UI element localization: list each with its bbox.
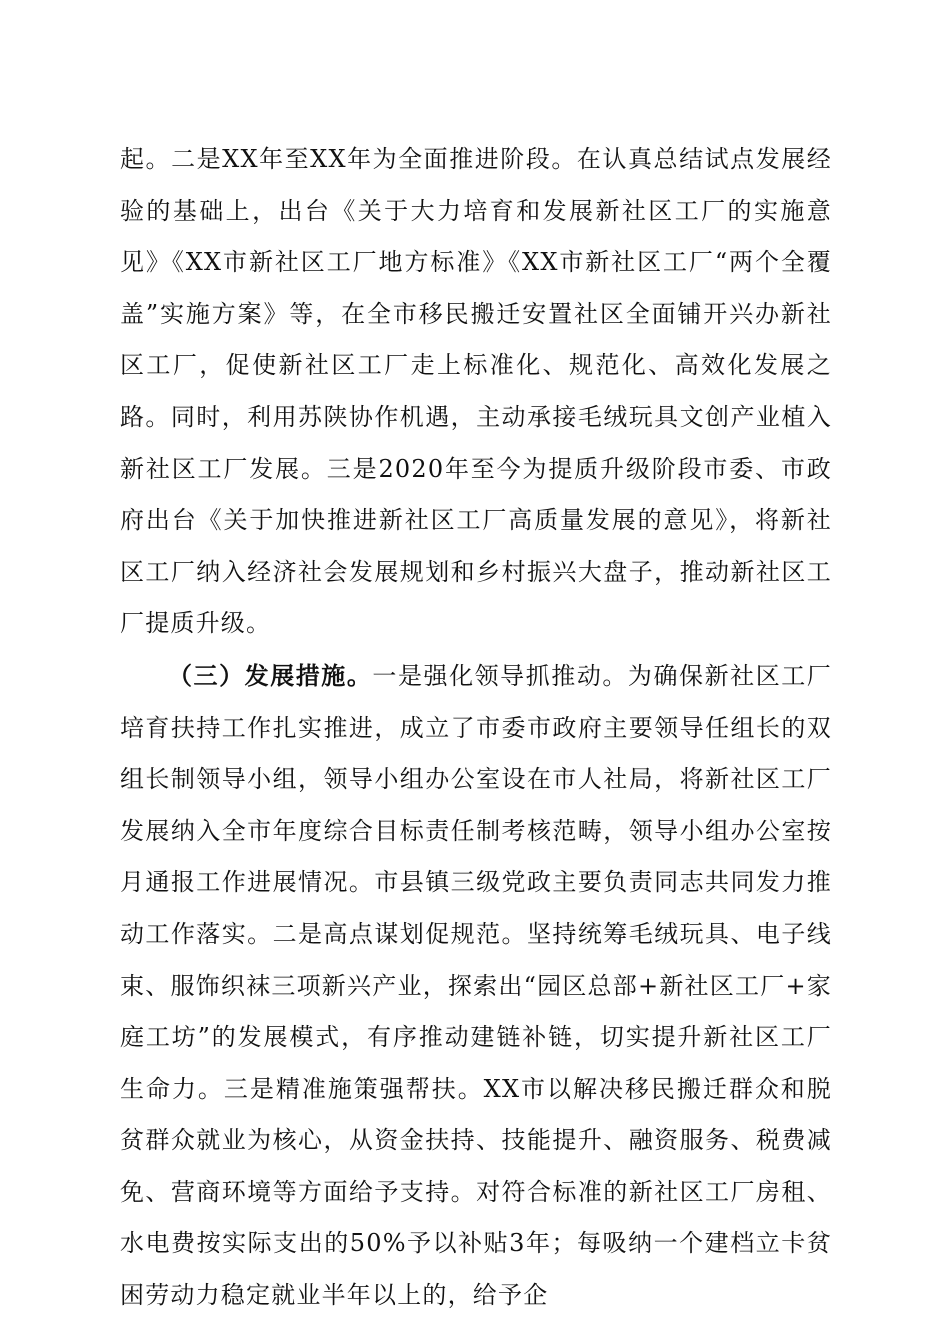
paragraph-development-measures-body: 一是强化领导抓推动。为确保新社区工厂培育扶持工作扎实推进，成立了市委市政府主要领导任组长的双组长制领导小组，领导小组办公室设在市人社局，将新社区工厂发展纳入全市年度综合目标责任制考核范畴，领导小组办公室按月通报工作进展情况。市县镇三级党政主要负责同志共同发力推动工作落实。二是高点谋划促规范。坚持统筹毛绒玩具、电子线束、服饰织袜三项新兴产业，探索出“园区总部+新社区工厂+家庭工坊”的发展模式，有序推动建链补链，切实提升新社区工厂生命力。三是精准施策强帮扶。XX市以解决移民搬迁群众和脱贫群众就业为核心，从资金扶持、技能提升、融资服务、税费减免、营商环境等方面给予支持。对符合标准的新社区工厂房租、水电费按实际支出的50%予以补贴3年；每吸纳一个建档立卡贫困劳动力稳定就业半年以上的，给予企 bbox=[120, 661, 832, 1310]
document-body bbox=[120, 134, 832, 1322]
section-heading-development-measures: （三）发展措施。 bbox=[168, 660, 373, 690]
paragraph-continuation: 起。二是XX年至XX年为全面推进阶段。在认真总结试点发展经验的基础上，出台《关于大力培育和发展新社区工厂的实施意见》《XX市新社区工厂地方标准》《XX市新社区工厂“两个全覆盖”实施方案》等，在全市移民搬迁安置社区全面铺开兴办新社区工厂，促使新社区工厂走上标准化、规范化、高效化发展之路。同时，利用苏陕协作机遇，主动承接毛绒玩具文创产业植入新社区工厂发展。三是2020年至今为提质升级阶段市委、市政府出台《关于加快推进新社区工厂高质量发展的意见》，将新社区工厂纳入经济社会发展规划和乡村振兴大盘子，推动新社区工厂提质升级。 bbox=[120, 145, 832, 638]
paragraph-development-measures bbox=[120, 650, 832, 1322]
